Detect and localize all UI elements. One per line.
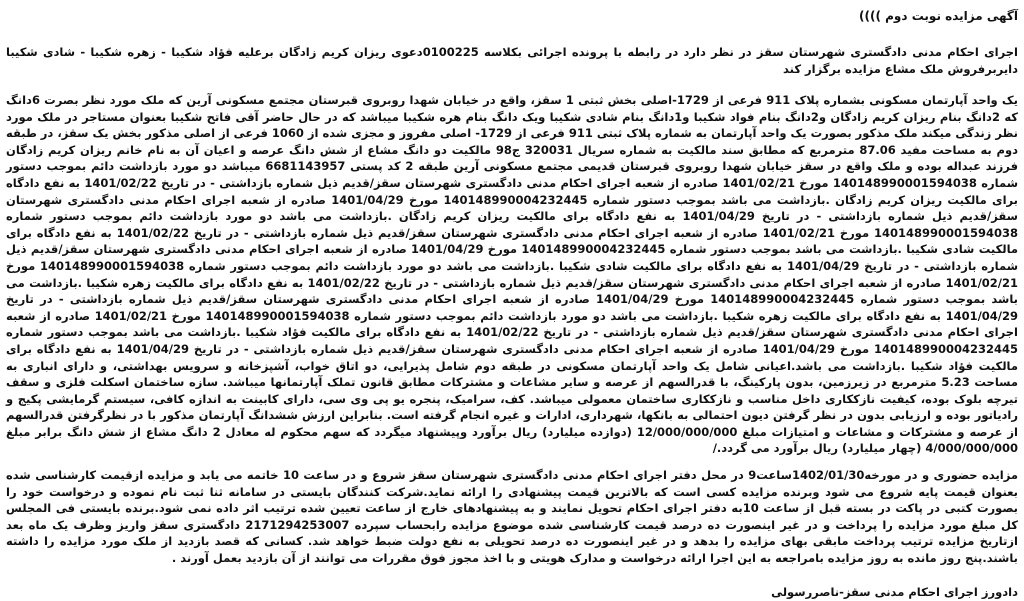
notice-intro-paragraph: اجرای احکام مدنی دادگستری شهرستان سقز در نظر دارد در رابطه با پرونده اجرائی بکلاسه 0100225دعوی ریزان کریم زادگان برعلیه فؤاد شکیبا - زهره شکیبا - شادی شکیبا دایربرفروش ملک مشاع مزایده برگزار کند [6, 45, 1019, 76]
notice-signature: دادورز اجرای احکام مدنی سقز-ناصررسولی [771, 584, 1018, 599]
property-description-paragraph: یک واحد آپارتمان مسکونی بشماره پلاک 911 فرعی از 1729-اصلی بخش ثبتی 1 سقز، واقع در خیابان شهدا روبروی قبرستان مجتمع مسکونی آرین که ملک مورد نظر بصرت 6دانگ که 2دانگ بنام ریزان کریم زادگان و2دانگ بنام فواد شکیبا و1دانگ بنام شادی شکیبا ویک دانگ بنام هره شکیبا میباشد که در حال حاضر آقی فاتح شکیبا بعنوان مستاجر در ملک مورد نظر زندگی میکند ملک مذکور بصورت یک واحد آپارتمان به شماره پلاک ثبتی 911 فرعی از 1729- اصلی مفروز و مجزی شده از 1060 فرعی از اصلی مذکور بخش یک سقز، در طبقه دوم به مساحت مفید 87.06 مترمربع که مطابق سند مالکیت به شماره سریال 320031 ج98 مالکیت دو دانگ مشاع از شش دانگ عرصه و اعیان آن به نام خانم ریزان کریم زادگان فرزند عبداله بوده و ملک واقع در سقز خیابان شهدا روبروی قبرستان قدیمی مجتمع مسکونی آرین طبقه 2 کد پستی 6681143957 میباشد دو مورد بازداشت دائم بموجب دستور شماره 140148990001594038 مورخ 1401/02/21 صادره از شعبه اجرای احکام مدنی دادگستری شهرستان سقز/قدیم ذیل شماره بازداشتی - در تاریخ 1401/02/22 به نفع دادگاه برای مالکیت ریزان کریم زادگان .بازداشت می باشد بموجب دستور شماره 140148990004232445 مورخ 1401/04/29 صادره از شعبه اجرای احکام مدنی دادگستری شهرستان سقز/قدیم ذیل شماره بازداشتی - در تاریخ 1401/04/29 به نفع دادگاه برای مالکیت ریزان کریم زادگان .بازداشت می باشد دو مورد بازداشت دائم بموجب دستور شماره 140148990001594038 مورخ 1401/02/21 صادره از شعبه اجرای احکام مدنی دادگستری شهرستان سقز/قدیم ذیل شماره بازداشتی - در تاریخ 1401/02/22 به نفع دادگاه برای مالکیت شادی شکیبا .بازداشت می باشد بموجب دستور شماره 140148990004232445 مورخ 1401/04/29 صادره از شعبه اجرای احکام مدنی دادگستری شهرستان سقز/قدیم ذیل شماره بازداشتی - در تاریخ 1401/04/29 به نفع دادگاه برای مالکیت شادی شکیبا .بازداشت می باشد دو مورد بازداشت دائم بموجب دستور شماره 140148990001594038 مورخ 1401/02/21 صادره از شعبه اجرای احکام مدنی دادگستری شهرستان سقز/قدیم ذیل شماره بازداشتی - در تاریخ 1401/02/22 به نفع دادگاه برای مالکیت زهره شکیبا .بازداشت می باشد بموجب دستور شماره 140148990004232445 مورخ 1401/04/29 صادره از شعبه اجرای احکام مدنی دادگستری شهرستان سقز/قدیم ذیل شماره بازداشتی - در تاریخ 1401/04/29 به نفع دادگاه برای مالکیت زهره شکیبا .بازداشت می باشد دو مورد بازداشت دائم بموجب دستور شماره 140148990001594038 مورخ 1401/02/21 صادره از شعبه اجرای احکام مدنی دادگستری شهرستان سقز/قدیم ذیل شماره بازداشتی - در تاریخ 1401/02/22 به نفع دادگاه برای مالکیت فؤاد شکیبا .بازداشت می باشد بموجب دستور شماره 140148990004232445 مورخ 1401/04/29 صادره از شعبه اجرای احکام مدنی دادگستری شهرستان سقز/قدیم ذیل شماره بازداشتی - در تاریخ 1401/04/29 به نفع دادگاه برای مالکیت فؤاد شکیبا .بازداشت می باشد.اعیانی شامل یک واحد آپارتمان مسکونی در طبقه دوم شامل پذیرایی، دو اتاق خواب، آشپزخانه و سرویس بهداشتی، و دارای انباری به مساحت 5.23 مترمربع در زیرزمین، بدون پارکینگ، با قدرالسهم از عرصه و سایر مشاعات و مشترکات مطابق قانون تملک آپارتمانها میباشد. سازه ساختمان اسکلت فلزی و سقف تیرچه بلوک بوده، کیفیت نازککاری داخل مناسب و نازککاری ساختمان معمولی میباشد. کف، سرامیک، پنجره یو پی وی سی، دارای کابینت به اندازه کافی، سیستم گرمایشی پکیج و رادیاتور بوده و ارزیابی بدون در نظر گرفتن دیون احتمالی به بانکها، شهرداری، ادارات و غیره انجام گرفته است. بنابراین ارزش ششدانگ آپارتمان مذکور با در نظرگرفتن قدرالسهم از عرصه و مشترکات و مشاعات و امتیازات مبلغ 12/000/000/000 (دوازده میلیارد) ریال برآورد وپیشنهاد میگردد که سهم محکوم له معادل 2 دانگ مشاع از شش دانگ برابر مبلغ 4/000/000/000 (چهار میلیارد) ریال برآورد می گردد./ [6, 93, 1019, 456]
auction-terms-paragraph: مزایده حضوری و در مورخه1402/01/30ساعت9 در محل دفتر اجرای احکام مدنی دادگستری شهرستان سقز شروع و در ساعت 10 خاتمه می یابد و مزایده ازقیمت کارشناسی شده بعنوان قیمت پایه شروع می شود وبرنده مزایده کسی است که بالاترین قیمت پیشنهادی را ارائه نماید.شرکت کنندگان بایستی در سامانه ثنا ثبت نام نموده و درخواست خود را بصورت کتبی در پاکت در بسته قبل از ساعت 10به دفتر اجرای احکام تحویل نمایند و به پیشنهادهای خارج از ساعت تعیین شده ترتیب اثر داده نمی شود.برنده بایستی فی المجلس کل مبلغ مورد مزایده را پرداخت و در غیر اینصورت ده درصد قیمت کارشناسی شده موضوع مزایده رابحساب سپرده 2171294253007 دادگستری سقز واریز وظرف یک ماه بعد ازتاریخ مزایده ترتیب پرداخت مابقی بهای مزایده را بدهد و در غیر اینصورت ده درصد تحویلی به نفع دولت ضبط خواهد شد. کسانی که قصد بازدید از ملک مورد مزایده را داشته باشند.پنج روز مانده به روز مزایده بامراجعه به این اجرا ارائه درخواست و مدارک هویتی و با اخذ مجوز فوق مقررات می توانند از آن بازدید بعمل آورند . [6, 468, 1018, 566]
notice-title: آگهی مزایده نوبت دوم )))) [859, 9, 1018, 23]
